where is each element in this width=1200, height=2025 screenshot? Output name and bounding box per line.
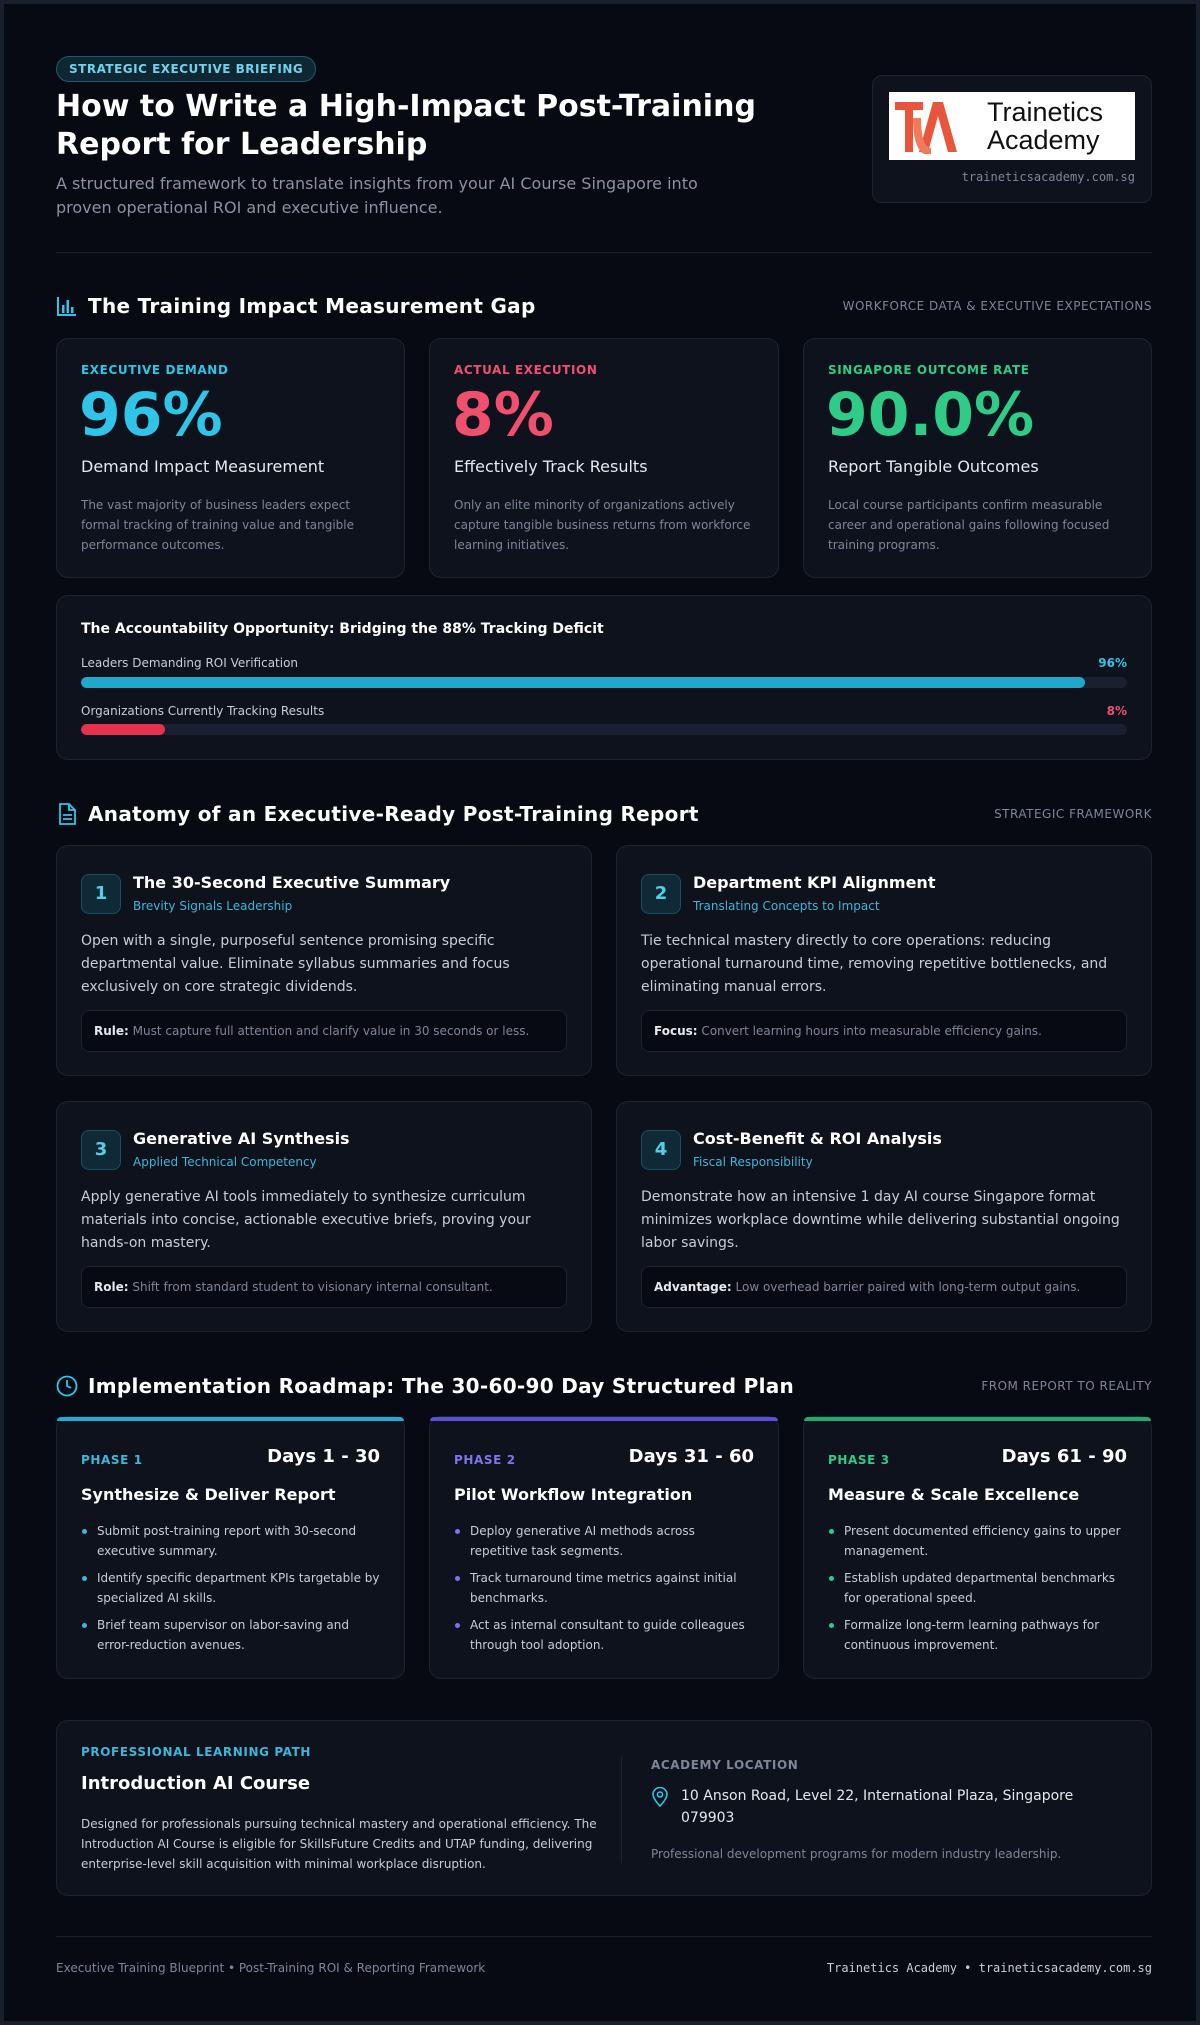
step-number: 1 [81, 874, 121, 914]
bullet-icon [455, 1529, 460, 1534]
location-label: ACADEMY LOCATION [651, 1758, 799, 1772]
note-text: Low overhead barrier paired with long-term output gains. [731, 1280, 1081, 1294]
stat-card-executive-demand [56, 338, 405, 578]
phase-title: Measure & Scale Excellence [828, 1485, 1080, 1504]
step-number: 2 [641, 874, 681, 914]
location-pin-icon [651, 1787, 669, 1807]
anatomy-card-title: Generative AI Synthesis [133, 1129, 350, 1148]
phase-label: PHASE 2 [454, 1453, 516, 1467]
phase-accent [804, 1417, 1151, 1421]
note-text: Convert learning hours into measurable efficiency gains. [697, 1024, 1042, 1038]
logo-name: Trainetics Academy [987, 97, 1104, 155]
anatomy-card-note [641, 1010, 1127, 1052]
list-item-text: Submit post-training report with 30-second executive summary. [97, 1524, 357, 1558]
bar-chart-icon [56, 295, 78, 317]
list-item-text: Identify specific department KPIs targetable by specialized AI skills. [97, 1571, 380, 1605]
bullet-icon [455, 1576, 460, 1581]
stat-label: EXECUTIVE DEMAND [81, 363, 229, 377]
phase-card-1 [56, 1416, 405, 1679]
phase-task-list [81, 1521, 381, 1662]
list-item-text: Track turnaround time metrics against initial benchmarks. [470, 1571, 737, 1605]
anatomy-section-tag: STRATEGIC FRAMEWORK [994, 807, 1152, 821]
stat-label: SINGAPORE OUTCOME RATE [828, 363, 1030, 377]
note-text: Shift from standard student to visionary internal consultant. [128, 1280, 493, 1294]
anatomy-card-title: Department KPI Alignment [693, 873, 936, 892]
roadmap-section-tag: FROM REPORT TO REALITY [981, 1379, 1152, 1393]
bullet-icon [455, 1623, 460, 1628]
step-number: 3 [81, 1130, 121, 1170]
anatomy-card-body: Demonstrate how an intensive 1 day AI course Singapore format minimizes workplace downtime while delivering substantial ongoing labor savings. [641, 1189, 1120, 1251]
stat-card-singapore-outcome [803, 338, 1152, 578]
anatomy-card-body: Open with a single, purposeful sentence promising specific departmental value. Eliminate syllabus summaries and focus exclusively on core strategic dividends. [81, 933, 510, 995]
roadmap-section-title: Implementation Roadmap: The 30-60-90 Day Structured Plan [88, 1374, 795, 1398]
list-item [81, 1568, 381, 1608]
learning-path-label: PROFESSIONAL LEARNING PATH [81, 1745, 312, 1759]
phase-label: PHASE 1 [81, 1453, 143, 1467]
location-note: Professional development programs for modern industry leadership. [651, 1847, 1062, 1861]
list-item [454, 1521, 754, 1561]
anatomy-section-header [56, 800, 1152, 830]
phase-days: Days 31 - 60 [628, 1446, 754, 1467]
anatomy-card-title: Cost-Benefit & ROI Analysis [693, 1129, 942, 1148]
list-item-text: Deploy generative AI methods across repetitive task segments. [470, 1524, 695, 1558]
bar-track [81, 724, 1127, 735]
list-item-text: Establish updated departmental benchmarks for operational speed. [844, 1571, 1116, 1605]
header-divider [56, 252, 1152, 253]
logo-card [872, 75, 1152, 203]
stat-caption: Effectively Track Results [454, 457, 648, 476]
list-item-text: Formalize long-term learning pathways for continuous improvement. [844, 1618, 1100, 1652]
page-subtitle: A structured framework to translate insights from your AI Course Singapore into proven operational ROI and executive influence. [56, 174, 698, 217]
phase-accent [57, 1417, 404, 1421]
anatomy-section-title: Anatomy of an Executive-Ready Post-Training Report [88, 802, 699, 826]
anatomy-card-title: The 30-Second Executive Summary [133, 873, 451, 892]
stat-label: ACTUAL EXECUTION [454, 363, 598, 377]
phase-label: PHASE 3 [828, 1453, 890, 1467]
gap-section-tag: WORKFORCE DATA & EXECUTIVE EXPECTATIONS [842, 299, 1152, 313]
list-item [828, 1521, 1128, 1561]
page-title: How to Write a High-Impact Post-Training Report for Leadership [56, 89, 756, 162]
stat-caption: Report Tangible Outcomes [828, 457, 1039, 476]
stat-value: 8% [452, 380, 554, 450]
stat-desc: Local course participants confirm measurable career and operational gains following focused training programs. [828, 498, 1110, 552]
footer-divider [56, 1936, 1152, 1937]
bullet-icon [82, 1623, 87, 1628]
anatomy-card-note [641, 1266, 1127, 1308]
accountability-card [56, 595, 1152, 760]
step-number: 4 [641, 1130, 681, 1170]
note-text: Must capture full attention and clarify value in 30 seconds or less. [128, 1024, 530, 1038]
document-icon [56, 803, 78, 825]
list-item [454, 1568, 754, 1608]
learning-path-card [56, 1720, 1152, 1896]
logo [889, 92, 1135, 160]
stat-caption: Demand Impact Measurement [81, 457, 325, 476]
bullet-icon [82, 1576, 87, 1581]
phase-task-list [454, 1521, 754, 1662]
gap-section-title: The Training Impact Measurement Gap [88, 294, 536, 318]
anatomy-card-subtitle: Brevity Signals Leadership [133, 899, 293, 913]
anatomy-card-body: Tie technical mastery directly to core operations: reducing operational turnaround time, removing repetitive bottlenecks, and eliminating manual errors. [641, 933, 1108, 995]
list-item [828, 1615, 1128, 1655]
note-key: Rule: [94, 1024, 129, 1038]
list-item [454, 1615, 754, 1655]
footer-right[interactable]: Trainetics Academy • traineticsacademy.com.sg [826, 1961, 1152, 1975]
bar-percent: 8% [1106, 704, 1127, 718]
bullet-icon [82, 1529, 87, 1534]
anatomy-card-note [81, 1010, 567, 1052]
accountability-title: The Accountability Opportunity: Bridging the 88% Tracking Deficit [81, 621, 604, 637]
note-key: Focus: [654, 1024, 698, 1038]
note-key: Advantage: [654, 1280, 732, 1294]
anatomy-card-ai-synthesis [56, 1101, 592, 1332]
phase-title: Synthesize & Deliver Report [81, 1485, 336, 1504]
bar-track [81, 677, 1127, 688]
phase-title: Pilot Workflow Integration [454, 1485, 693, 1504]
anatomy-card-roi-analysis [616, 1101, 1152, 1332]
phase-days: Days 61 - 90 [1001, 1446, 1127, 1467]
list-item-text: Present documented efficiency gains to upper management. [844, 1524, 1121, 1558]
bar-percent: 96% [1098, 656, 1127, 670]
academy-address: 10 Anson Road, Level 22, International Plaza, Singapore 079903 [681, 1788, 1074, 1826]
footer-left: Executive Training Blueprint • Post-Training ROI & Reporting Framework [56, 1961, 486, 1975]
stat-desc: The vast majority of business leaders expect formal tracking of training value and tangible performance outcomes. [81, 498, 355, 552]
anatomy-card-subtitle: Fiscal Responsibility [693, 1155, 813, 1169]
logo-url[interactable]: traineticsacademy.com.sg [961, 170, 1135, 184]
bar-label: Leaders Demanding ROI Verification [81, 656, 299, 670]
vertical-divider [621, 1757, 622, 1863]
phase-accent [430, 1417, 778, 1421]
course-title[interactable]: Introduction AI Course [81, 1773, 311, 1794]
bullet-icon [829, 1529, 834, 1534]
course-description: Designed for professionals pursuing technical mastery and operational efficiency. The Introduction AI Course is eligible for SkillsFuture Credits and UTAP funding, delivering enterprise-level skill acquisition with minimal workplace disruption. [81, 1817, 597, 1871]
gap-section-header [56, 292, 1152, 322]
anatomy-card-body: Apply generative AI tools immediately to synthesize curriculum materials into concise, actionable executive briefs, proving your hands-on mastery. [81, 1189, 531, 1251]
note-key: Role: [94, 1280, 129, 1294]
list-item [81, 1521, 381, 1561]
phase-days: Days 1 - 30 [267, 1446, 380, 1467]
list-item-text: Act as internal consultant to guide colleagues through tool adoption. [470, 1618, 745, 1652]
phase-task-list [828, 1521, 1128, 1662]
stat-desc: Only an elite minority of organizations actively capture tangible business returns from workforce learning initiatives. [454, 498, 751, 552]
anatomy-card-subtitle: Translating Concepts to Impact [693, 899, 880, 913]
logo-mark-icon [893, 98, 957, 154]
bar-fill-tracking-results [81, 724, 165, 735]
list-item [81, 1615, 381, 1655]
clock-icon [56, 1375, 78, 1397]
phase-card-3 [803, 1416, 1152, 1679]
anatomy-card-subtitle: Applied Technical Competency [133, 1155, 317, 1169]
list-item-text: Brief team supervisor on labor-saving and error-reduction avenues. [97, 1618, 349, 1652]
bar-label: Organizations Currently Tracking Results [81, 704, 325, 718]
roadmap-section-header [56, 1372, 1152, 1402]
list-item [828, 1568, 1128, 1608]
stat-value: 90.0% [826, 380, 1035, 450]
header-badge: STRATEGIC EXECUTIVE BRIEFING [56, 56, 316, 82]
stat-value: 96% [79, 380, 223, 450]
bullet-icon [829, 1576, 834, 1581]
bar-fill-roi-verification [81, 677, 1085, 688]
anatomy-card-kpi-alignment [616, 845, 1152, 1076]
anatomy-card-executive-summary [56, 845, 592, 1076]
phase-card-2 [429, 1416, 779, 1679]
bullet-icon [829, 1623, 834, 1628]
anatomy-card-note [81, 1266, 567, 1308]
stat-card-actual-execution [429, 338, 779, 578]
